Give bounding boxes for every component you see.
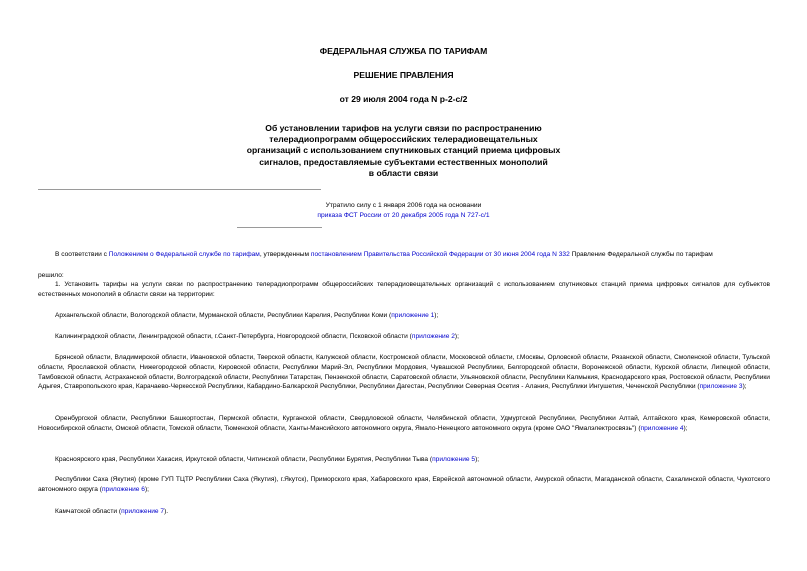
list-item-region: Архангельской области, Вологодской области, Мурманской области, Республики Карелия, Республики Коми (приложение 1); — [55, 312, 439, 319]
title-line: сигналов, предоставляемые субъектами естественных монополий — [259, 156, 548, 167]
title-line: в области связи — [368, 167, 439, 178]
list-item-region: Брянской области, Владимирской области, Ивановской области, Тверской области, Калужской области, Костромской области, Московской области, г.Москвы, Орловской области, Рязанской области, Смоленской области, Тульской области, Ярославской области, Нижегородской области, Кировской области, Республики Марий-Эл, Республики Мордовия, Чувашской Республики, Белгородской области, Воронежской области, Курской области, Липецкой области, Тамбовской области, Астраханской области, Волгоградской области, Республики Татарстан, Пензенской области, Саратовской области, Ульяновской области, Республики Калмыкия, Краснодарского края, Ростовской области, Республики Адыгея, Ставропольского края, Карачаево-Черкесской Республики, Кабардино-Балкарской Республики, Республики Дагестан, Республики Северная Осетия - Алания, Республики Ингушетия, Чеченской Республики (приложение 3); — [38, 354, 770, 391]
appendix-2-link[interactable]: приложение 2 — [411, 333, 455, 340]
document-type: РЕШЕНИЕ ПРАВЛЕНИЯ — [353, 70, 454, 80]
divider-rule — [38, 189, 321, 190]
list-item-region: Республики Саха (Якутия) (кроме ГУП ТЦТР Республики Саха (Якутия), г.Якутск), Приморского края, Хабаровского края, Еврейской автономной области, Амурской области, Магаданской области, Сахалинской области, Чукотского автономного округа (приложение 6); — [38, 476, 770, 493]
divider-rule-short — [237, 227, 322, 228]
regulation-link[interactable]: Положением о Федеральной службе по тарифам — [108, 251, 260, 258]
appendix-4-link[interactable]: приложение 4 — [640, 424, 684, 432]
list-item-region: Оренбургской области, Республики Башкортостан, Пермской области, Курганской области, Свердловской области, Челябинской области, Удмуртской Республики, Республики Алтай, Алтайского края, Кемеровской области, Новосибирской области, Омской области, Томской области, Тюменской области, Ханты-Мансийского автономного округа, Ямало-Ненецкого автономного округа (кроме ОАО "Ямалэлектросвязь") (приложение 4); — [38, 415, 770, 432]
appendix-5-link[interactable]: приложение 5 — [432, 456, 476, 463]
title-line: телерадиопрограмм общероссийских телерадиовещательных — [269, 134, 538, 145]
appendix-3-link[interactable]: приложение 3 — [699, 383, 743, 391]
appendix-6-link[interactable]: приложение 6 — [101, 485, 145, 493]
list-item-region: Калининградской области, Ленинградской области, г.Санкт-Петербурга, Новгородской области, Псковской области (приложение 2); — [55, 333, 459, 340]
validity-note-link[interactable]: приказа ФСТ России от 20 декабря 2005 года N 727-с/1 — [317, 212, 490, 219]
decided-label: решило: — [38, 272, 64, 279]
appendix-7-link[interactable]: приложение 7 — [121, 508, 165, 515]
item-1: 1. Установить тарифы на услуги связи по распространению телерадиопрограмм общероссийских телерадиовещательных организаций с использованием спутниковых станций приема цифровых сигналов для субъектов естественных монополий в области связи на территории: — [38, 281, 770, 298]
title-line: Об установлении тарифов на услуги связи по распространению — [265, 123, 542, 133]
validity-note-text: Утратило силу с 1 января 2006 года на основании — [325, 202, 482, 209]
preamble: В соответствии с Положением о Федеральной службе по тарифам, утвержденным постановлением Правительства Российской Федерации от 30 июня 2004 года N 332 Правление Федеральной службы по тарифам — [55, 251, 713, 258]
document-title — [0, 123, 807, 179]
government-decree-link[interactable]: постановлением Правительства Российской Федерации от 30 июня 2004 года N 332 — [310, 251, 570, 258]
list-item-region: Камчатской области (приложение 7). — [55, 508, 169, 515]
agency-name: ФЕДЕРАЛЬНАЯ СЛУЖБА ПО ТАРИФАМ — [319, 46, 488, 56]
appendix-1-link[interactable]: приложение 1 — [391, 312, 435, 319]
list-item-region: Красноярского края, Республики Хакасия, Иркутской области, Читинской области, Республики Бурятия, Республики Тыва (приложение 5); — [55, 456, 480, 463]
document-date-number: от 29 июля 2004 года N р-2-с/2 — [339, 94, 468, 104]
title-line: организаций с использованием спутниковых станций приема цифровых — [246, 145, 561, 156]
validity-note — [0, 201, 807, 221]
